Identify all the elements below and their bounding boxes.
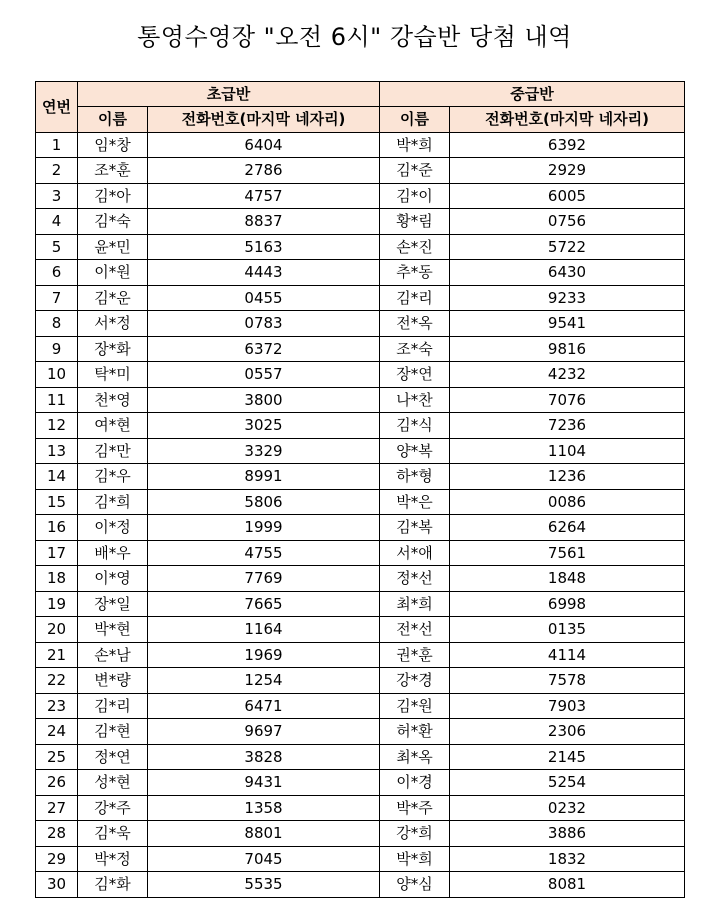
beginner-name-cell: 정*연 [78,744,148,770]
row-index-cell: 8 [36,311,78,337]
table-row [36,311,685,337]
intermediate-name-cell: 추*동 [380,260,450,286]
beginner-phone-cell: 3828 [148,744,380,770]
beginner-phone-cell: 6404 [148,132,380,158]
beginner-phone-cell: 0557 [148,362,380,388]
beginner-phone-cell: 3329 [148,438,380,464]
intermediate-name-cell: 양*심 [380,872,450,898]
beginner-name-cell: 장*일 [78,591,148,617]
intermediate-phone-cell: 7903 [450,693,685,719]
index-header: 연번 [36,82,78,133]
beginner-phone-cell: 6372 [148,336,380,362]
intermediate-phone-cell: 5254 [450,770,685,796]
table-row [36,438,685,464]
intermediate-phone-cell: 9233 [450,285,685,311]
beginner-name-cell: 배*우 [78,540,148,566]
beginner-name-header: 이름 [78,107,148,133]
beginner-name-cell: 김*만 [78,438,148,464]
row-index-cell: 2 [36,158,78,184]
beginner-name-cell: 김*희 [78,489,148,515]
intermediate-phone-cell: 2306 [450,719,685,745]
intermediate-phone-cell: 1832 [450,846,685,872]
intermediate-name-cell: 박*희 [380,132,450,158]
intermediate-name-cell: 이*경 [380,770,450,796]
beginner-phone-cell: 7769 [148,566,380,592]
intermediate-phone-cell: 6005 [450,183,685,209]
intermediate-phone-cell: 7076 [450,387,685,413]
lottery-results-table [35,81,685,898]
beginner-name-cell: 이*영 [78,566,148,592]
intermediate-name-cell: 서*애 [380,540,450,566]
intermediate-name-cell: 박*희 [380,846,450,872]
beginner-phone-cell: 6471 [148,693,380,719]
table-row [36,821,685,847]
beginner-name-cell: 탁*미 [78,362,148,388]
beginner-phone-cell: 1999 [148,515,380,541]
row-index-cell: 10 [36,362,78,388]
intermediate-phone-cell: 4114 [450,642,685,668]
table-row [36,362,685,388]
row-index-cell: 17 [36,540,78,566]
table-row [36,617,685,643]
beginner-phone-cell: 5163 [148,234,380,260]
table-row [36,719,685,745]
intermediate-name-cell: 손*진 [380,234,450,260]
table-row [36,591,685,617]
beginner-phone-cell: 5535 [148,872,380,898]
beginner-phone-cell: 7665 [148,591,380,617]
table-row [36,795,685,821]
table-row [36,642,685,668]
intermediate-name-cell: 김*리 [380,285,450,311]
intermediate-name-cell: 김*이 [380,183,450,209]
table-row [36,566,685,592]
intermediate-phone-cell: 0756 [450,209,685,235]
intermediate-phone-cell: 2145 [450,744,685,770]
beginner-phone-cell: 5806 [148,489,380,515]
beginner-name-cell: 이*정 [78,515,148,541]
intermediate-phone-cell: 1104 [450,438,685,464]
beginner-name-cell: 손*남 [78,642,148,668]
intermediate-name-cell: 김*원 [380,693,450,719]
beginner-phone-cell: 1164 [148,617,380,643]
intermediate-group-header: 중급반 [380,82,685,107]
beginner-name-cell: 박*현 [78,617,148,643]
table-row [36,209,685,235]
row-index-cell: 24 [36,719,78,745]
intermediate-name-cell: 나*찬 [380,387,450,413]
beginner-name-cell: 김*현 [78,719,148,745]
intermediate-phone-cell: 0232 [450,795,685,821]
beginner-name-cell: 김*욱 [78,821,148,847]
intermediate-phone-cell: 3886 [450,821,685,847]
intermediate-name-cell: 최*옥 [380,744,450,770]
row-index-cell: 9 [36,336,78,362]
intermediate-phone-cell: 6430 [450,260,685,286]
intermediate-name-cell: 김*복 [380,515,450,541]
intermediate-name-cell: 하*형 [380,464,450,490]
table-row [36,260,685,286]
table-row [36,464,685,490]
intermediate-name-cell: 전*선 [380,617,450,643]
beginner-phone-cell: 2786 [148,158,380,184]
beginner-phone-cell: 8837 [148,209,380,235]
intermediate-name-cell: 장*연 [380,362,450,388]
intermediate-name-cell: 강*희 [380,821,450,847]
table-row [36,336,685,362]
table-row [36,693,685,719]
row-index-cell: 22 [36,668,78,694]
beginner-phone-cell: 1254 [148,668,380,694]
intermediate-name-cell: 김*준 [380,158,450,184]
beginner-name-cell: 조*훈 [78,158,148,184]
beginner-name-cell: 박*정 [78,846,148,872]
row-index-cell: 3 [36,183,78,209]
beginner-name-cell: 김*리 [78,693,148,719]
row-index-cell: 26 [36,770,78,796]
intermediate-phone-cell: 0086 [450,489,685,515]
row-index-cell: 18 [36,566,78,592]
table-row [36,540,685,566]
table-row [36,744,685,770]
row-index-cell: 11 [36,387,78,413]
intermediate-phone-cell: 1236 [450,464,685,490]
beginner-group-header: 초급반 [78,82,380,107]
row-index-cell: 16 [36,515,78,541]
row-index-cell: 7 [36,285,78,311]
table-row [36,234,685,260]
intermediate-phone-cell: 7236 [450,413,685,439]
intermediate-phone-cell: 0135 [450,617,685,643]
beginner-phone-cell: 1969 [148,642,380,668]
intermediate-phone-cell: 9541 [450,311,685,337]
table-row [36,846,685,872]
beginner-phone-cell: 9697 [148,719,380,745]
row-index-cell: 13 [36,438,78,464]
beginner-phone-cell: 8991 [148,464,380,490]
row-index-cell: 21 [36,642,78,668]
table-row [36,132,685,158]
beginner-name-cell: 강*주 [78,795,148,821]
table-row [36,515,685,541]
row-index-cell: 14 [36,464,78,490]
beginner-phone-cell: 4755 [148,540,380,566]
intermediate-phone-cell: 6392 [450,132,685,158]
beginner-phone-cell: 0455 [148,285,380,311]
intermediate-name-header: 이름 [380,107,450,133]
table-row [36,413,685,439]
intermediate-phone-cell: 6264 [450,515,685,541]
table-row [36,387,685,413]
beginner-phone-cell: 3800 [148,387,380,413]
beginner-name-cell: 김*숙 [78,209,148,235]
row-index-cell: 23 [36,693,78,719]
beginner-name-cell: 천*영 [78,387,148,413]
beginner-phone-header: 전화번호(마지막 네자리) [148,107,380,133]
row-index-cell: 1 [36,132,78,158]
row-index-cell: 15 [36,489,78,515]
intermediate-name-cell: 양*복 [380,438,450,464]
row-index-cell: 5 [36,234,78,260]
intermediate-name-cell: 전*옥 [380,311,450,337]
beginner-name-cell: 여*현 [78,413,148,439]
row-index-cell: 28 [36,821,78,847]
table-row [36,872,685,898]
beginner-phone-cell: 3025 [148,413,380,439]
page-title: 통영수영장 "오전 6시" 강습반 당첨 내역 [137,23,572,51]
row-index-cell: 20 [36,617,78,643]
beginner-name-cell: 김*우 [78,464,148,490]
intermediate-phone-cell: 4232 [450,362,685,388]
intermediate-name-cell: 황*림 [380,209,450,235]
table-row [36,489,685,515]
intermediate-name-cell: 조*숙 [380,336,450,362]
intermediate-name-cell: 박*은 [380,489,450,515]
beginner-phone-cell: 0783 [148,311,380,337]
beginner-name-cell: 장*화 [78,336,148,362]
intermediate-phone-cell: 1848 [450,566,685,592]
row-index-cell: 12 [36,413,78,439]
row-index-cell: 27 [36,795,78,821]
table-row [36,183,685,209]
beginner-name-cell: 김*아 [78,183,148,209]
beginner-phone-cell: 9431 [148,770,380,796]
intermediate-phone-cell: 7561 [450,540,685,566]
beginner-phone-cell: 7045 [148,846,380,872]
beginner-name-cell: 김*운 [78,285,148,311]
beginner-name-cell: 김*화 [78,872,148,898]
intermediate-name-cell: 허*환 [380,719,450,745]
intermediate-name-cell: 최*희 [380,591,450,617]
intermediate-name-cell: 박*주 [380,795,450,821]
beginner-name-cell: 임*창 [78,132,148,158]
row-index-cell: 29 [36,846,78,872]
intermediate-phone-cell: 7578 [450,668,685,694]
row-index-cell: 4 [36,209,78,235]
table-row [36,158,685,184]
intermediate-phone-cell: 9816 [450,336,685,362]
row-index-cell: 19 [36,591,78,617]
table-row [36,770,685,796]
intermediate-phone-cell: 6998 [450,591,685,617]
row-index-cell: 6 [36,260,78,286]
intermediate-phone-cell: 8081 [450,872,685,898]
row-index-cell: 25 [36,744,78,770]
table-row [36,668,685,694]
intermediate-name-cell: 권*훈 [380,642,450,668]
intermediate-phone-cell: 2929 [450,158,685,184]
beginner-phone-cell: 4443 [148,260,380,286]
beginner-name-cell: 윤*민 [78,234,148,260]
beginner-name-cell: 변*량 [78,668,148,694]
intermediate-phone-header: 전화번호(마지막 네자리) [450,107,685,133]
intermediate-phone-cell: 5722 [450,234,685,260]
table-row [36,285,685,311]
beginner-name-cell: 성*현 [78,770,148,796]
beginner-phone-cell: 8801 [148,821,380,847]
intermediate-name-cell: 정*선 [380,566,450,592]
table-body [36,132,685,897]
intermediate-name-cell: 김*식 [380,413,450,439]
beginner-name-cell: 서*정 [78,311,148,337]
beginner-name-cell: 이*원 [78,260,148,286]
beginner-phone-cell: 4757 [148,183,380,209]
intermediate-name-cell: 강*경 [380,668,450,694]
row-index-cell: 30 [36,872,78,898]
beginner-phone-cell: 1358 [148,795,380,821]
